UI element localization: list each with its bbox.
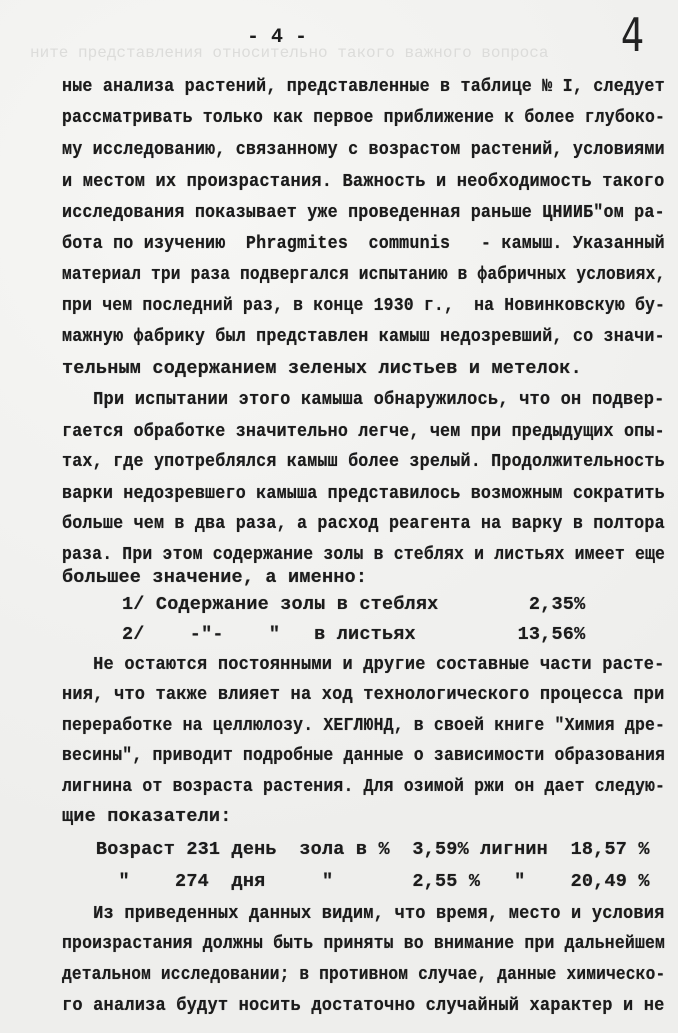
text-line: рассматривать только как первое приближение к более глубоко-: [62, 107, 666, 128]
text-line: варки недозревшего камыша представилось возможным сократить: [62, 483, 665, 504]
text-line: тах, где употреблялся камыш более зрелый. Продолжительность: [62, 451, 665, 472]
text-line: исследования показывает уже проведенная раньше ЦНИИБ"ом ра-: [62, 202, 665, 223]
text-line: бота по изучению Phragmites communis - камыш. Указанный: [62, 233, 665, 254]
text-line: материал три раза подвергался испытанию в фабричных условиях,: [62, 264, 666, 285]
text-line: При испытании этого камыша обнаружилось, что он подвер-: [62, 389, 665, 410]
handwritten-folio-number: 4: [620, 8, 645, 62]
text-line: Возраст 231 день зола в % 3,59% лигнин 18,57 %: [62, 839, 650, 860]
text-line: ные анализа растений, представленные в таблице № I, следует: [62, 76, 665, 97]
text-line: при чем последний раз, в конце 1930 г., на Новинковскую бу-: [62, 295, 666, 316]
list-item: 2/ -"- " в листьях 13,56%: [122, 624, 586, 645]
text-line: и местом их произрастания. Важность и необходимость такого: [62, 171, 665, 192]
list-item: 1/ Содержание золы в стеблях 2,35%: [122, 594, 586, 615]
text-line: больше чем в два раза, а расход реагента на варку в полтора: [62, 513, 665, 534]
text-line: гается обработке значительно легче, чем при предыдущих опы-: [62, 421, 665, 442]
text-line: детальном исследовании; в противном случае, данные химическо-: [62, 964, 666, 985]
text-line: ния, что также влияет на ход технологического процесса при: [62, 684, 665, 705]
text-line: щие показатели:: [62, 806, 232, 827]
text-line: " 274 дня " 2,55 % " 20,49 %: [62, 871, 650, 892]
text-line: го анализа будут носить достаточно случайный характер и не: [62, 995, 665, 1016]
text-line: переработке на целлюлозу. ХЕГЛЮНД, в своей книге "Химия дре-: [62, 715, 666, 736]
text-line: мажную фабрику был представлен камыш недозревший, со значи-: [62, 326, 665, 347]
page-number: - 4 -: [247, 26, 308, 49]
text-line: раза. При этом содержание золы в стеблях и листьях имеет еще: [62, 544, 666, 565]
text-line: произрастания должны быть приняты во внимание при дальнейшем: [62, 933, 666, 954]
text-line: му исследованию, связанному с возрастом растений, условиями: [62, 139, 665, 160]
bleed-through-text: ните представления относительно такого важного вопроса: [30, 44, 549, 62]
text-line: тельным содержанием зеленых листьев и метелок.: [62, 358, 582, 379]
text-line: Из приведенных данных видим, что время, место и условия: [62, 903, 665, 924]
text-line: лигнина от возраста растения. Для озимой ржи он дает следую-: [62, 776, 666, 797]
text-line: большее значение, а именно:: [62, 567, 368, 588]
text-line: Не остаются постоянными и другие составные части расте-: [62, 654, 665, 675]
text-line: весины", приводит подробные данные о зависимости образования: [62, 745, 666, 766]
